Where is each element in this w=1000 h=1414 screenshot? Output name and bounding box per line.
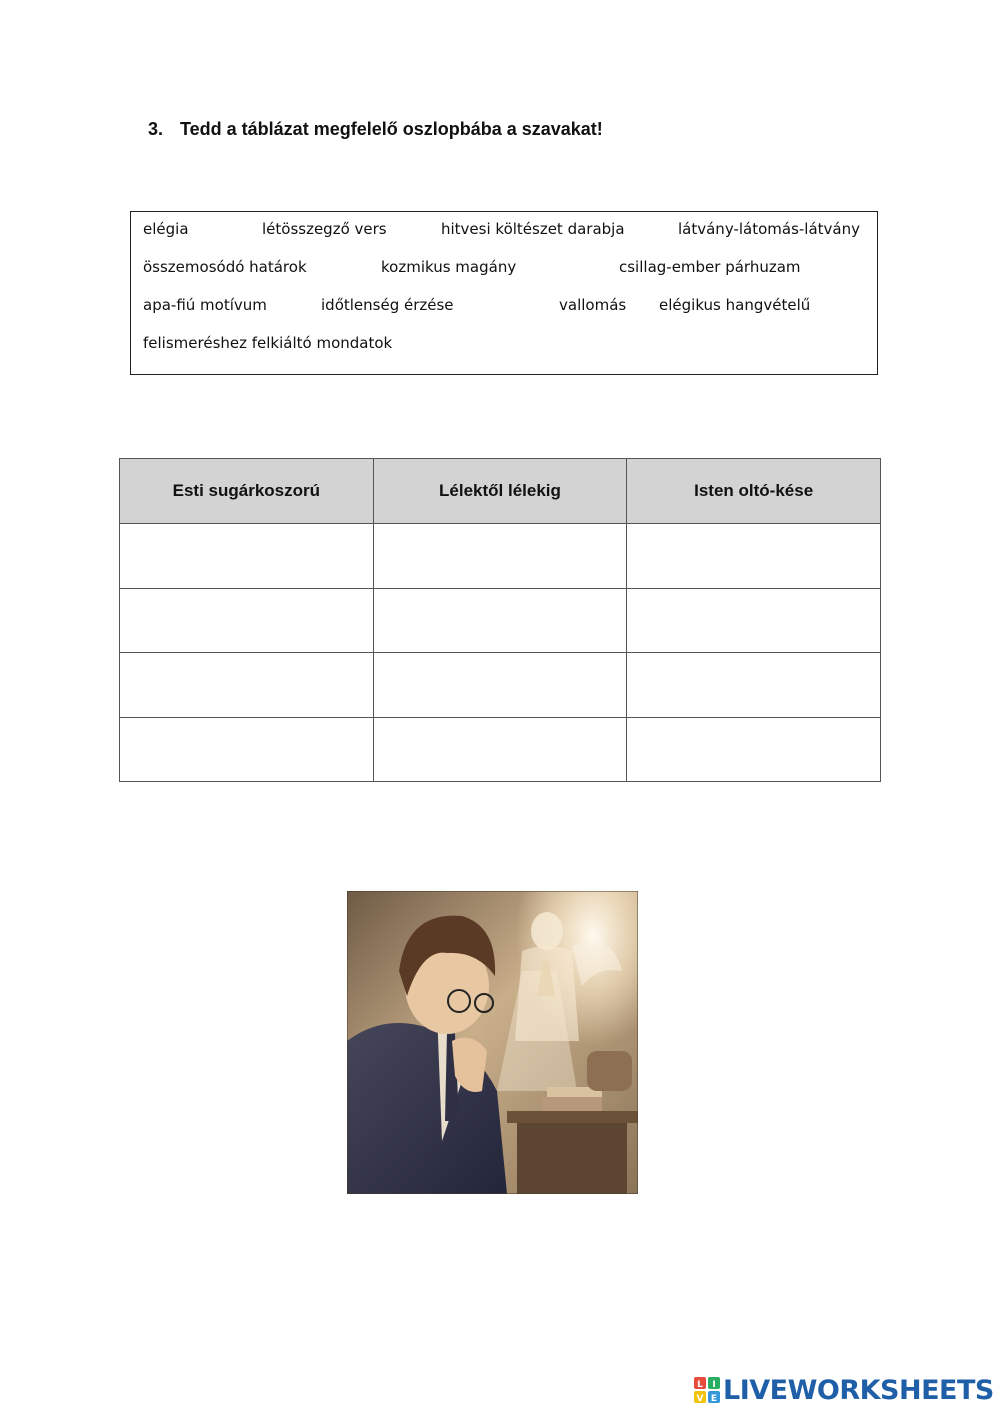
drop-cell[interactable] xyxy=(373,653,627,718)
word-chip[interactable]: felismeréshez felkiáltó mondatok xyxy=(143,334,393,352)
drop-cell[interactable] xyxy=(373,717,627,782)
table-row xyxy=(120,524,881,589)
drop-cell[interactable] xyxy=(627,717,881,782)
table-row xyxy=(120,717,881,782)
column-header: Isten oltó-kése xyxy=(627,459,881,524)
task-instruction: Tedd a táblázat megfelelő oszlopbába a szavakat! xyxy=(180,119,603,139)
word-chip[interactable]: látvány-látomás-látvány xyxy=(678,220,860,238)
logo-text: LIVEWORKSHEETS xyxy=(723,1374,994,1406)
logo-letter: I xyxy=(712,1380,716,1390)
task-title xyxy=(148,119,603,140)
drop-cell[interactable] xyxy=(120,653,374,718)
drop-cell[interactable] xyxy=(120,524,374,589)
word-chip[interactable]: elégia xyxy=(143,220,189,238)
drop-cell[interactable] xyxy=(120,588,374,653)
drop-cell[interactable] xyxy=(627,588,881,653)
drop-cell[interactable] xyxy=(627,653,881,718)
sorting-table xyxy=(119,458,881,782)
word-chip[interactable]: összemosódó határok xyxy=(143,258,307,276)
liveworksheets-logo[interactable] xyxy=(694,1375,994,1405)
word-chip[interactable]: elégikus hangvételű xyxy=(659,296,811,314)
drop-cell[interactable] xyxy=(120,717,374,782)
logo-letter: V xyxy=(696,1394,704,1403)
task-number: 3. xyxy=(148,119,164,139)
logo-letter: E xyxy=(710,1394,718,1403)
word-chip[interactable]: vallomás xyxy=(559,296,627,314)
word-chip[interactable]: kozmikus magány xyxy=(381,258,517,276)
drop-cell[interactable] xyxy=(627,524,881,589)
table-header-row xyxy=(120,459,881,524)
drop-cell[interactable] xyxy=(373,588,627,653)
word-bank xyxy=(130,211,878,375)
liveworksheets-logo-icon xyxy=(694,1377,720,1403)
word-chip[interactable]: csillag-ember párhuzam xyxy=(619,258,801,276)
word-chip[interactable]: létösszegző vers xyxy=(262,220,387,238)
column-header: Lélektől lélekig xyxy=(373,459,627,524)
column-header: Esti sugárkoszorú xyxy=(120,459,374,524)
word-chip[interactable]: apa-fiú motívum xyxy=(143,296,267,314)
table-row xyxy=(120,588,881,653)
word-chip[interactable]: időtlenség érzése xyxy=(321,296,454,314)
word-chip[interactable]: hitvesi költészet darabja xyxy=(441,220,625,238)
drop-cell[interactable] xyxy=(373,524,627,589)
illustration-image xyxy=(347,891,638,1194)
logo-letter: L xyxy=(697,1380,703,1390)
table-row xyxy=(120,653,881,718)
